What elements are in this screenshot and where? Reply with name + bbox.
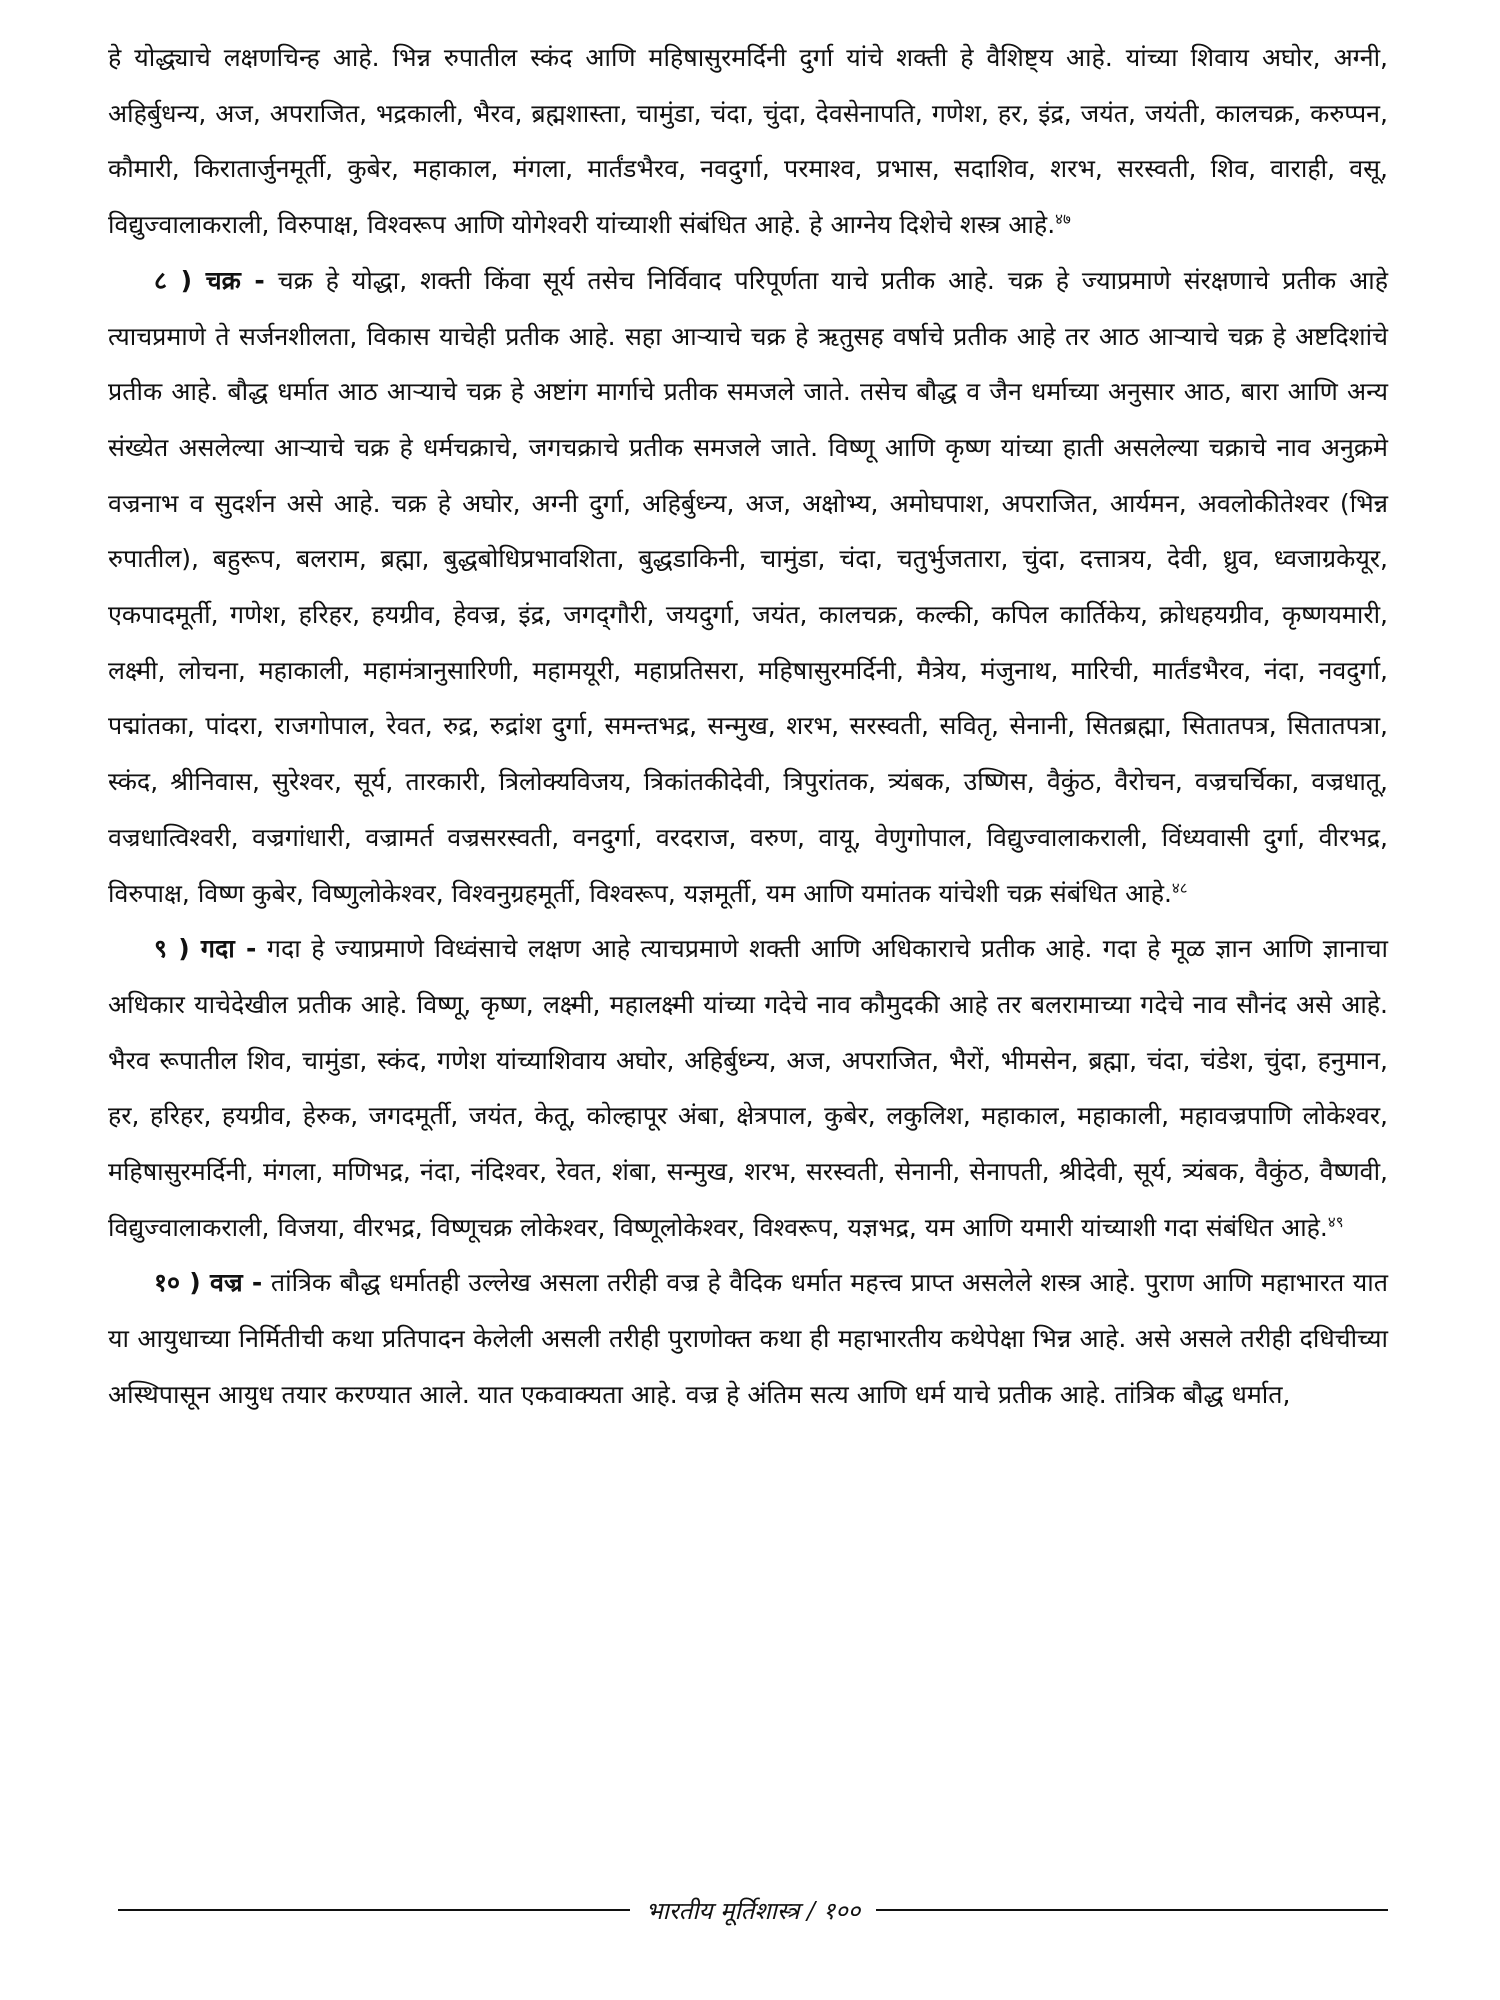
footnote-marker: ४८ xyxy=(1171,878,1188,897)
paragraph-text: हे योद्ध्याचे लक्षणचिन्ह आहे. भिन्न रुपातील स्कंद आणि महिषासुरमर्दिनी दुर्गा यांचे शक्ती हे वैशिष्ट्य आहे. यांच्या शिवाय अघोर, अग्नी, अहिर्बुधन्य, अज, अपराजित, भद्रकाली, भैरव, ब्रह्मशास्ता, चामुंडा, चंदा, चुंदा, देवसेनापति, गणेश, हर, इंद्र, जयंत, जयंती, कालचक्र, करुप्पन, कौमारी, किरातार्जुनमूर्ती, कुबेर, महाकाल, मंगला, मार्तंडभैरव, नवदुर्गा, परमाश्व, प्रभास, सदाशिव, शरभ, सरस्वती, शिव, वाराही, वसू, विद्युज्वालाकराली, विरुपाक्ष, विश्वरूप आणि योगेश्वरी यांच्याशी संबंधित आहे. हे आग्नेय दिशेचे शस्त्र आहे. xyxy=(108,43,1388,240)
paragraph-vajra xyxy=(108,1255,1388,1422)
paragraph-text: गदा हे ज्याप्रमाणे विध्वंसाचे लक्षण आहे त्याचप्रमाणे शक्ती आणि अधिकाराचे प्रतीक आहे. गदा हे मूळ ज्ञान आणि ज्ञानाचा अधिकार याचेदेखील प्रतीक आहे. विष्णू, कृष्ण, लक्ष्मी, महालक्ष्मी यांच्या गदेचे नाव कौमुदकी आहे तर बलरामाच्या गदेचे नाव सौनंद असे आहे. भैरव रूपातील शिव, चामुंडा, स्कंद, गणेश यांच्याशिवाय अघोर, अहिर्बुध्न्य, अज, अपराजित, भैरों, भीमसेन, ब्रह्मा, चंदा, चंडेश, चुंदा, हनुमान, हर, हरिहर, हयग्रीव, हेरुक, जगदमूर्ती, जयंत, केतू, कोल्हापूर अंबा, क्षेत्रपाल, कुबेर, लकुलिश, महाकाल, महाकाली, महावज्रपाणि लोकेश्वर, महिषासुरमर्दिनी, मंगला, मणिभद्र, नंदा, नंदिश्वर, रेवत, शंबा, सन्मुख, शरभ, सरस्वती, सेनानी, सेनापती, श्रीदेवी, सूर्य, त्र्यंबक, वैकुंठ, वैष्णवी, विद्युज्वालाकराली, विजया, वीरभद्र, विष्णूचक्र लोकेश्वर, विष्णूलोकेश्वर, विश्वरूप, यज्ञभद्र, यम आणि यमारी यांच्याशी गदा संबंधित आहे. xyxy=(108,934,1388,1242)
paragraph-text: तांत्रिक बौद्ध धर्मातही उल्लेख असला तरीही वज्र हे वैदिक धर्मात महत्त्व प्राप्त असलेले शस्त्र आहे. पुराण आणि महाभारत यात या आयुधाच्या निर्मितीची कथा प्रतिपादन केलेली असली तरीही पुराणोक्त कथा ही महाभारतीय कथेपेक्षा भिन्न आहे. असे असले तरीही दधिचीच्या अस्थिपासून आयुध तयार करण्यात आले. यात एकवाक्यता आहे. वज्र हे अंतिम सत्य आणि धर्म याचे प्रतीक आहे. तांत्रिक बौद्ध धर्मात, xyxy=(108,1268,1388,1409)
paragraph-text: चक्र हे योद्धा, शक्ती किंवा सूर्य तसेच निर्विवाद परिपूर्णता याचे प्रतीक आहे. चक्र हे ज्याप्रमाणे संरक्षणाचे प्रतीक आहे त्याचप्रमाणे ते सर्जनशीलता, विकास याचेही प्रतीक आहे. सहा आऱ्याचे चक्र हे ऋतुसह वर्षाचे प्रतीक आहे तर आठ आऱ्याचे चक्र हे अष्टदिशांचे प्रतीक आहे. बौद्ध धर्मात आठ आऱ्याचे चक्र हे अष्टांग मार्गाचे प्रतीक समजले जाते. तसेच बौद्ध व जैन धर्माच्या अनुसार आठ, बारा आणि अन्य संख्येत असलेल्या आऱ्याचे चक्र हे धर्मचक्राचे, जगचक्राचे प्रतीक समजले जाते. विष्णू आणि कृष्ण यांच्या हाती असलेल्या चक्राचे नाव अनुक्रमे वज्रनाभ व सुदर्शन असे आहे. चक्र हे अघोर, अग्नी दुर्गा, अहिर्बुध्न्य, अज, अक्षोभ्य, अमोघपाश, अपराजित, आर्यमन, अवलोकीतेश्वर (भिन्न रुपातील), बहुरूप, बलराम, ब्रह्मा, बुद्धबोधिप्रभावशिता, बुद्धडाकिनी, चामुंडा, चंदा, चतुर्भुजतारा, चुंदा, दत्तात्रय, देवी, ध्रुव, ध्वजाग्रकेयूर, एकपादमूर्ती, गणेश, हरिहर, हयग्रीव, हेवज्र, इंद्र, जगद्‌गौरी, जयदुर्गा, जयंत, कालचक्र, कल्की, कपिल कार्तिकेय, क्रोधहयग्रीव, कृष्णयमारी, लक्ष्मी, लोचना, महाकाली, महामंत्रानुसारिणी, महामयूरी, महाप्रतिसरा, महिषासुरमर्दिनी, मैत्रेय, मंजुनाथ, मारिची, मार्तंडभैरव, नंदा, नवदुर्गा, पद्मांतका, पांदरा, राजगोपाल, रेवत, रुद्र, रुद्रांश दुर्गा, समन्तभद्र, सन्मुख, शरभ, सरस्वती, सवितृ, सेनानी, सितब्रह्मा, सितातपत्र, सितातपत्रा, स्कंद, श्रीनिवास, सुरेश्वर, सूर्य, तारकारी, त्रिलोक्यविजय, त्रिकांतकीदेवी, त्रिपुरांतक, त्र्यंबक, उष्णिस, वैकुंठ, वैरोचन, वज्रचर्चिका, वज्रधातू, वज्रधात्विश्वरी, वज्रगांधारी, वज्रामर्त वज्रसरस्वती, वनदुर्गा, वरदराज, वरुण, वायू, वेणुगोपाल, विद्युज्वालाकराली, विंध्यवासी दुर्गा, वीरभद्र, विरुपाक्ष, विष्ण कुबेर, विष्णुलोकेश्वर, विश्वनुग्रहमूर्ती, विश्वरूप, यज्ञमूर्ती, यम आणि यमांतक यांचेशी चक्र संबंधित आहे. xyxy=(108,265,1388,908)
footer-title: भारतीय मूर्तिशास्त्र / १०० xyxy=(645,1896,861,1925)
page-footer xyxy=(118,1890,1388,1930)
paragraph-continuation xyxy=(108,30,1388,253)
footnote-marker: ४९ xyxy=(1327,1212,1344,1231)
footer-rule-left xyxy=(118,1909,630,1911)
footnote-marker: ४७ xyxy=(1055,210,1071,229)
paragraph-gada xyxy=(108,921,1388,1255)
section-heading: ९ ) गदा - xyxy=(154,934,257,964)
section-heading: ८ ) चक्र - xyxy=(154,265,265,295)
paragraph-chakra xyxy=(108,253,1388,921)
footer-rule-right xyxy=(876,1909,1388,1911)
section-heading: १० ) वज्र - xyxy=(154,1268,263,1298)
body-text xyxy=(108,30,1388,1423)
